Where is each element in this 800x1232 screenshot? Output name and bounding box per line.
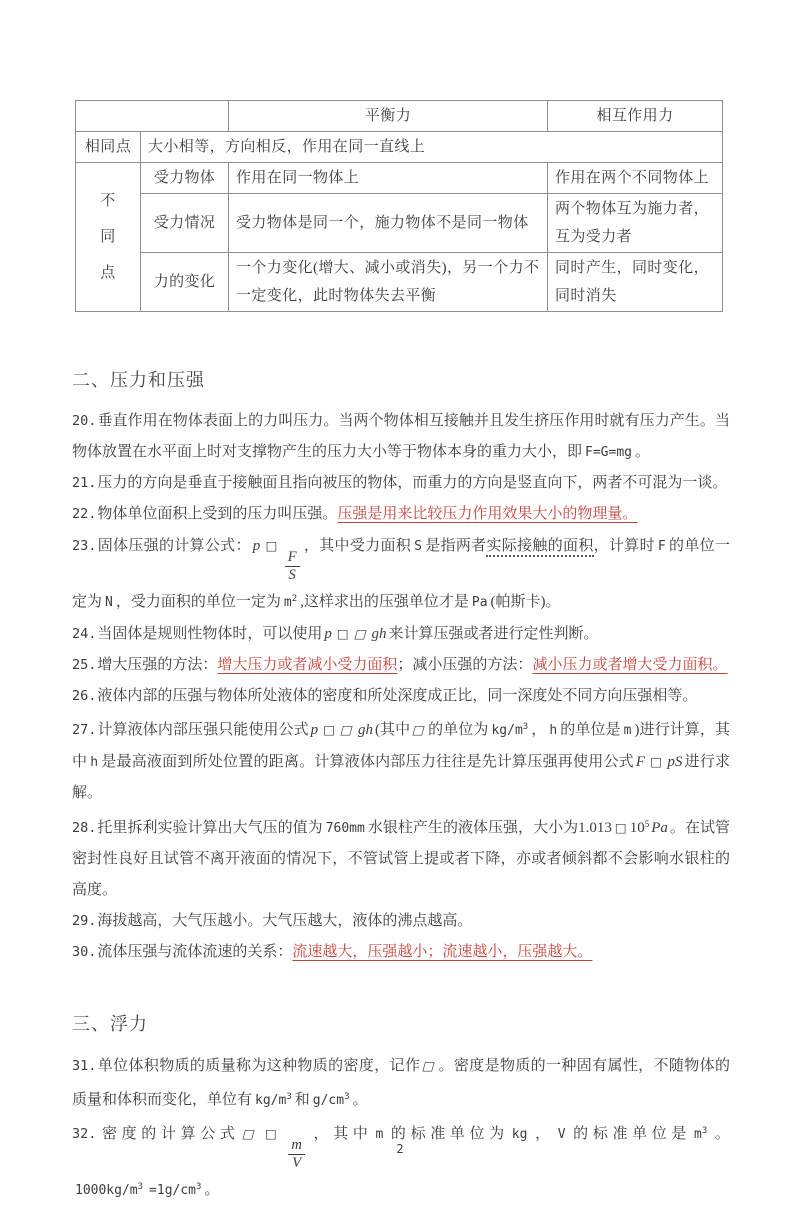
text-segment-m: $kg/m^3$ bbox=[255, 1092, 292, 1108]
text-segment-num: 23. bbox=[72, 538, 97, 554]
text-segment-sbox: □ bbox=[352, 626, 369, 641]
text-segment-m: F=G=mg bbox=[585, 445, 632, 460]
text-segment-num: 22. bbox=[72, 506, 97, 522]
text-segment-t: 密度的计算公式 bbox=[97, 1126, 240, 1142]
text-segment-t: 。 bbox=[634, 444, 650, 460]
text-segment-m: V bbox=[557, 1127, 566, 1142]
text-segment-t: ，受力面积的单位一定为 bbox=[115, 594, 281, 610]
text-segment-box: □ bbox=[323, 722, 336, 737]
cell-interaction-force-change: 同时产生，同时变化，同时消失 bbox=[548, 253, 723, 312]
text-segment-t: (其中 bbox=[374, 722, 411, 738]
text-segment-t: 的单位为 bbox=[428, 722, 489, 738]
text-segment-t: 进行求解。 bbox=[72, 754, 730, 801]
text-segment-t: 。 bbox=[352, 1092, 368, 1108]
text-segment-t: 。在试管密封性良好且试管不离开液面的情况下，不管试管上提或者下降，亦或者倾斜都不会影响水银柱的高度。 bbox=[72, 820, 730, 898]
text-segment-t: 和 bbox=[294, 1092, 310, 1108]
note-item-27 bbox=[72, 712, 730, 809]
text-segment-t: 当固体是规则性物体时，可以使用 bbox=[97, 626, 323, 642]
row-label-differences bbox=[76, 163, 141, 312]
differences-vertical-label: 不同点 bbox=[100, 193, 116, 281]
cell-similarities-content: 大小相等，方向相反，作用在同一直线上 bbox=[141, 132, 723, 163]
fraction-formula: $\frac{m}{V}$ bbox=[288, 1137, 304, 1172]
text-segment-m: $m^3$ bbox=[694, 1126, 708, 1142]
cell-interaction-force-situation: 两个物体互为施力者，互为受力者 bbox=[548, 194, 723, 253]
text-segment-sbox: □ bbox=[421, 1058, 438, 1073]
text-segment-t: 单位体积物质的质量称为这种物质的密度，记作 bbox=[97, 1058, 421, 1074]
section-title-buoyancy: 三、浮力 bbox=[72, 1014, 148, 1034]
text-segment-num: 28. bbox=[72, 820, 97, 836]
text-segment-num: 30. bbox=[72, 944, 97, 960]
page-number: 2 bbox=[396, 1142, 404, 1156]
text-segment-red: 减小压力或者增大受力面积。 bbox=[532, 657, 728, 673]
text-segment-num: 21. bbox=[72, 475, 97, 491]
text-segment-num: 31. bbox=[72, 1058, 97, 1074]
note-item-22 bbox=[72, 499, 730, 530]
section-title-pressure: 二、压力和压强 bbox=[72, 370, 205, 390]
aspect-force-situation: 受力情况 bbox=[141, 194, 229, 253]
text-segment-t: 。 bbox=[710, 1126, 730, 1142]
text-segment-m: F bbox=[657, 539, 666, 554]
text-segment-m: $=1g/cm^3$ bbox=[149, 1182, 202, 1198]
text-segment-num: 20. bbox=[72, 413, 97, 429]
text-segment-num: 27. bbox=[72, 722, 97, 738]
text-segment-t: 托里拆利实验计算出大气压的值为 bbox=[97, 820, 323, 836]
table-row-force-change bbox=[76, 253, 723, 312]
table-header-row bbox=[76, 101, 723, 132]
text-segment-t: 液体内部的压强与物体所处液体的密度和所处深度成正比，同一深度处不同方向压强相等。 bbox=[97, 688, 698, 704]
text-segment-sbox: □ bbox=[339, 722, 355, 737]
text-segment-m: $kg/m^3$ bbox=[491, 722, 529, 738]
table-header-balanced-force: 平衡力 bbox=[229, 101, 548, 132]
text-segment-t: 水银柱产生的液体压强，大小为 bbox=[367, 820, 579, 836]
text-segment-i: p bbox=[324, 626, 332, 642]
table-row-acted-object bbox=[76, 163, 723, 194]
text-segment-box: □ bbox=[265, 538, 278, 553]
cell-interaction-acted-object: 作用在两个不同物体上 bbox=[548, 163, 723, 194]
text-segment-t: 流体压强与流体流速的关系： bbox=[97, 944, 293, 960]
text-segment-t: ，计算时 bbox=[593, 538, 655, 554]
text-segment-num: 32. bbox=[72, 1126, 97, 1142]
text-segment-t: 的标准单位为 bbox=[386, 1126, 509, 1142]
text-segment-m: N bbox=[105, 595, 113, 610]
text-segment-box: □ bbox=[614, 820, 627, 835]
text-segment-t: 计算液体内部压强只能使用公式 bbox=[97, 722, 309, 738]
table-corner-cell bbox=[76, 101, 229, 132]
row-label-similarities: 相同点 bbox=[76, 132, 141, 163]
text-segment-t: (帕斯卡)。 bbox=[490, 594, 561, 610]
text-segment-t: ， bbox=[531, 722, 547, 738]
text-segment-t: 的单位是 bbox=[560, 722, 621, 738]
text-segment-t: )进行计算，其中 bbox=[72, 722, 730, 770]
text-segment-sbox: □ bbox=[240, 1126, 257, 1141]
text-segment-m: m bbox=[375, 1127, 384, 1142]
text-segment-red: 压强是用来比较压力作用效果大小的物理量。 bbox=[337, 506, 638, 522]
text-segment-num: 24. bbox=[72, 626, 97, 642]
text-segment-sbox: □ bbox=[411, 722, 428, 737]
text-segment-i: pS bbox=[667, 754, 683, 770]
text-segment-m: 760mm bbox=[325, 821, 365, 836]
text-segment-num: 26. bbox=[72, 688, 97, 704]
text-segment-i: gh bbox=[371, 626, 387, 642]
note-item-25 bbox=[72, 650, 730, 681]
note-item-32 bbox=[72, 1116, 730, 1206]
text-segment-sf: $10^5$ bbox=[629, 819, 650, 836]
text-segment-t: 增大压强的方法： bbox=[97, 657, 218, 673]
document-page bbox=[0, 100, 800, 1232]
text-segment-num: 25. bbox=[72, 657, 97, 673]
cell-balanced-acted-object: 作用在同一物体上 bbox=[229, 163, 548, 194]
text-segment-m: S bbox=[414, 539, 422, 554]
text-segment-t: 海拔越高，大气压越小。大气压越大，液体的沸点越高。 bbox=[97, 913, 473, 929]
text-segment-box: □ bbox=[336, 626, 349, 641]
text-segment-t: 垂直作用在物体表面上的力叫压力。当两个物体相互接触并且发生挤压作用时就有压力产生。当物体放置在水平面上时对支撑物产生的压力大小等于物体本身的重力大小，即 bbox=[72, 413, 730, 460]
text-segment-t: ；减小压强的方法： bbox=[397, 657, 533, 673]
text-segment-t: 的标准单位是 bbox=[568, 1126, 692, 1142]
text-segment-t: 压力的方向是垂直于接触面且指向被压的物体，而重力的方向是竖直向下，两者不可混为一谈。 bbox=[97, 475, 728, 491]
text-segment-t: ， bbox=[530, 1126, 555, 1142]
text-segment-t: 是指两者 bbox=[424, 538, 487, 554]
text-segment-t: 是最高液面到所处位置的距离。计算液体内部压力往往是先计算压强再使用公式 bbox=[101, 754, 634, 770]
text-segment-red: 流速越大，压强越小；流速越小，压强越大。 bbox=[292, 944, 593, 960]
cell-balanced-force-situation: 受力物体是同一个，施力物体不是同一物体 bbox=[229, 194, 548, 253]
text-segment-m: h bbox=[549, 723, 558, 738]
text-segment-i: gh bbox=[357, 722, 373, 738]
note-item-30 bbox=[72, 937, 730, 968]
table-header-interaction-force: 相互作用力 bbox=[548, 101, 723, 132]
text-segment-m: Pa bbox=[471, 595, 488, 610]
table-row-force-situation bbox=[76, 194, 723, 253]
note-item-21 bbox=[72, 468, 730, 499]
force-comparison-table bbox=[75, 100, 723, 312]
note-item-28 bbox=[72, 809, 730, 906]
table-row-similarities bbox=[76, 132, 723, 163]
note-item-20 bbox=[72, 406, 730, 468]
text-segment-m: m bbox=[623, 723, 632, 738]
text-segment-box: □ bbox=[260, 1126, 282, 1141]
text-segment-m: h bbox=[90, 755, 99, 770]
text-segment-t: ,这样求出的压强单位才是 bbox=[300, 594, 469, 610]
text-segment-i: p bbox=[310, 722, 319, 738]
text-segment-t: 的单位一定为 bbox=[72, 538, 730, 610]
text-segment-i: F bbox=[635, 754, 646, 770]
note-item-29 bbox=[72, 906, 730, 937]
aspect-acted-object: 受力物体 bbox=[141, 163, 229, 194]
note-item-23 bbox=[72, 530, 730, 618]
note-item-31 bbox=[72, 1050, 730, 1116]
fraction-formula: $\frac{F}{S}$ bbox=[285, 549, 300, 584]
text-segment-t: ，其中 bbox=[308, 1126, 373, 1142]
text-segment-num: 29. bbox=[72, 913, 97, 929]
notes-content bbox=[72, 312, 730, 1206]
cell-balanced-force-change: 一个力变化(增大、减小或消失)，另一个力不一定变化，此时物体失去平衡 bbox=[229, 253, 548, 312]
text-segment-t: 。密度是物质的一种固有属性，不随物体的质量和体积而变化，单位有 bbox=[72, 1058, 730, 1108]
text-segment-m: $1000kg/m^3$ bbox=[75, 1182, 144, 1198]
text-segment-box: □ bbox=[650, 754, 663, 769]
text-segment-m: $g/cm^3$ bbox=[312, 1092, 350, 1108]
text-segment-m: kg bbox=[511, 1127, 528, 1142]
text-segment-m: $m^2$ bbox=[283, 594, 298, 610]
note-item-24 bbox=[72, 618, 730, 650]
text-segment-sf: 1.013 bbox=[578, 820, 612, 836]
text-segment-i: p bbox=[252, 538, 261, 554]
text-segment-i: Pa bbox=[651, 820, 668, 836]
text-segment-t: 来计算压强或者进行定性判断。 bbox=[388, 626, 599, 642]
aspect-force-change: 力的变化 bbox=[141, 253, 229, 312]
text-segment-red: 增大压力或者减小受力面积 bbox=[217, 657, 398, 673]
text-segment-t: 。 bbox=[204, 1182, 220, 1198]
note-item-26 bbox=[72, 681, 730, 712]
text-segment-t: ，其中受力面积 bbox=[303, 538, 412, 554]
text-segment-t: 固体压强的计算公式： bbox=[97, 538, 251, 554]
text-segment-t: 物体单位面积上受到的压力叫压强。 bbox=[97, 506, 338, 522]
text-segment-dots: 实际接触的面积 bbox=[486, 538, 593, 557]
